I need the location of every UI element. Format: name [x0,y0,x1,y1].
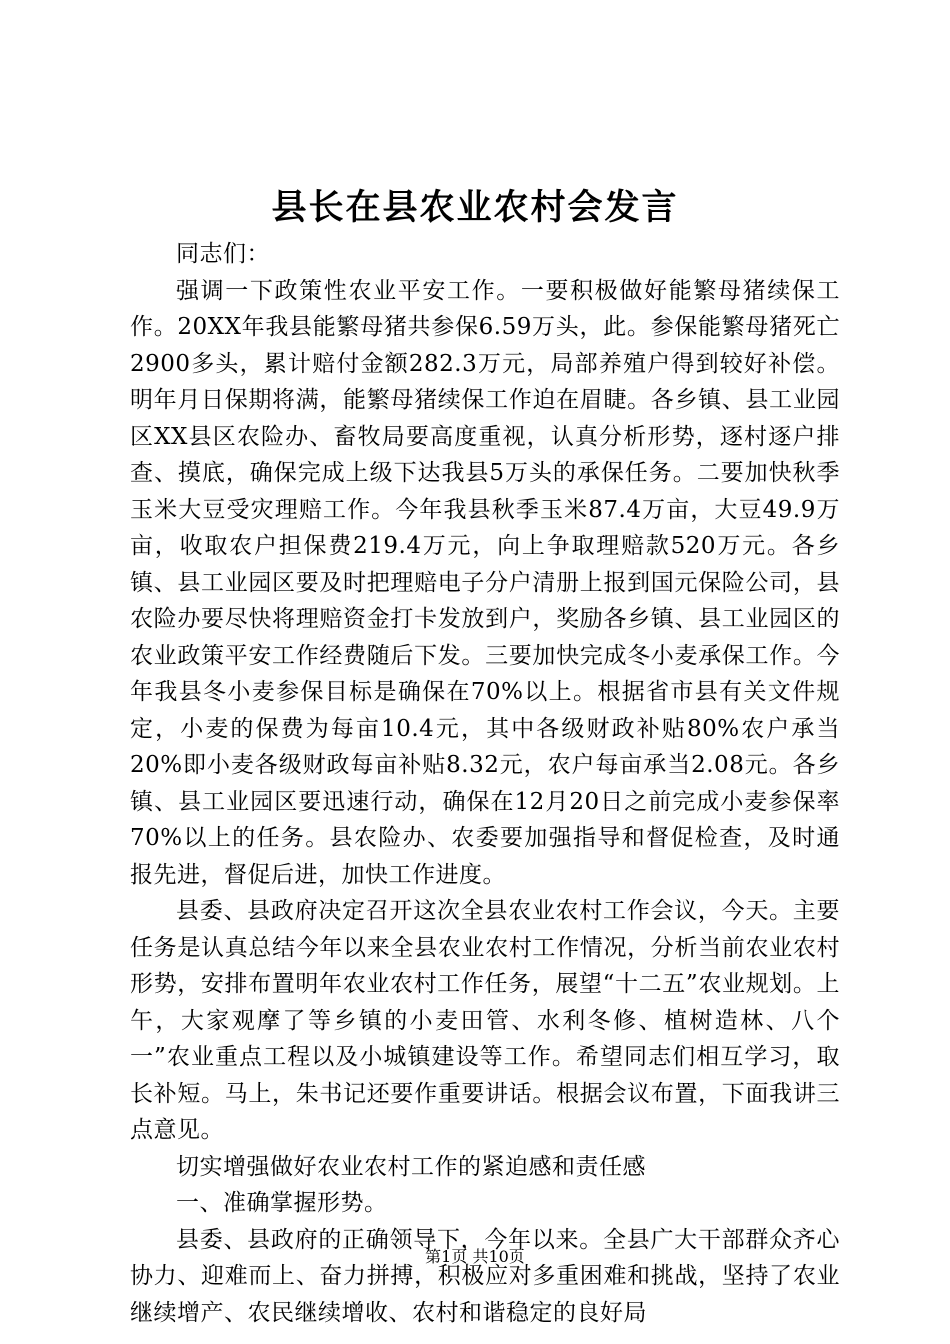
body-paragraph: 县委、县政府决定召开这次全县农业农村工作会议，今天。主要任务是认真总结今年以来全县农业农村工作情况，分析当前农业农村形势，安排布置明年农业农村工作任务，展望“十二五”农业规划。上午，大家观摩了等乡镇的小麦田管、水利冬修、植树造林、八个一”农业重点工程以及小城镇建设等工作。希望同志们相互学习，取长补短。马上，朱书记还要作重要讲话。根据会议布置，下面我讲三点意见。 [130,898,840,1143]
section-heading: 切实增强做好农业农村工作的紧迫感和责任感 [176,1153,646,1180]
document-body [130,236,840,1331]
page-footer: 第1页 共10页 [425,1247,525,1266]
document-title: 县长在县农业农村会发言 [271,187,679,228]
body-paragraph: 强调一下政策性农业平安工作。一要积极做好能繁母猪续保工作。20XX年我县能繁母猪共参保6.59万头，此。参保能繁母猪死亡2900多头，累计赔付金额282.3万元，局部养殖户得到较好补偿。明年月日保期将满，能繁母猪续保工作迫在眉睫。各乡镇、县工业园区XX县区农险办、畜牧局要高度重视，认真分析形势，逐村逐户排查、摸底，确保完成上级下达我县5万头的承保任务。二要加快秋季玉米大豆受灾理赔工作。今年我县秋季玉米87.4万亩，大豆49.9万亩，收取农户担保费219.4万元，向上争取理赔款520万元。各乡镇、县工业园区要及时把理赔电子分户清册上报到国元保险公司，县农险办要尽快将理赔资金打卡发放到户，奖励各乡镇、县工业园区的农业政策平安工作经费随后下发。三要加快完成冬小麦承保工作。今年我县冬小麦参保目标是确保在70%以上。根据省市县有关文件规定，小麦的保费为每亩10.4元，其中各级财政补贴80%农户承当20%即小麦各级财政每亩补贴8.32元，农户每亩承当2.08元。各乡镇、县工业园区要迅速行动，确保在12月20日之前完成小麦参保率70%以上的任务。县农险办、农委要加强指导和督促检查，及时通报先进，督促后进，加快工作进度。 [130,277,840,888]
body-paragraph: 县委、县政府的正确领导下，今年以来。全县广大干部群众齐心协力、迎难而上、奋力拼搏，积极应对多重困难和挑战，坚持了农业继续增产、农民继续增收、农村和谐稳定的良好局 [130,1226,840,1326]
greeting-paragraph: 同志们： [176,241,270,267]
subsection-heading: 一、准确掌握形势。 [176,1190,388,1216]
